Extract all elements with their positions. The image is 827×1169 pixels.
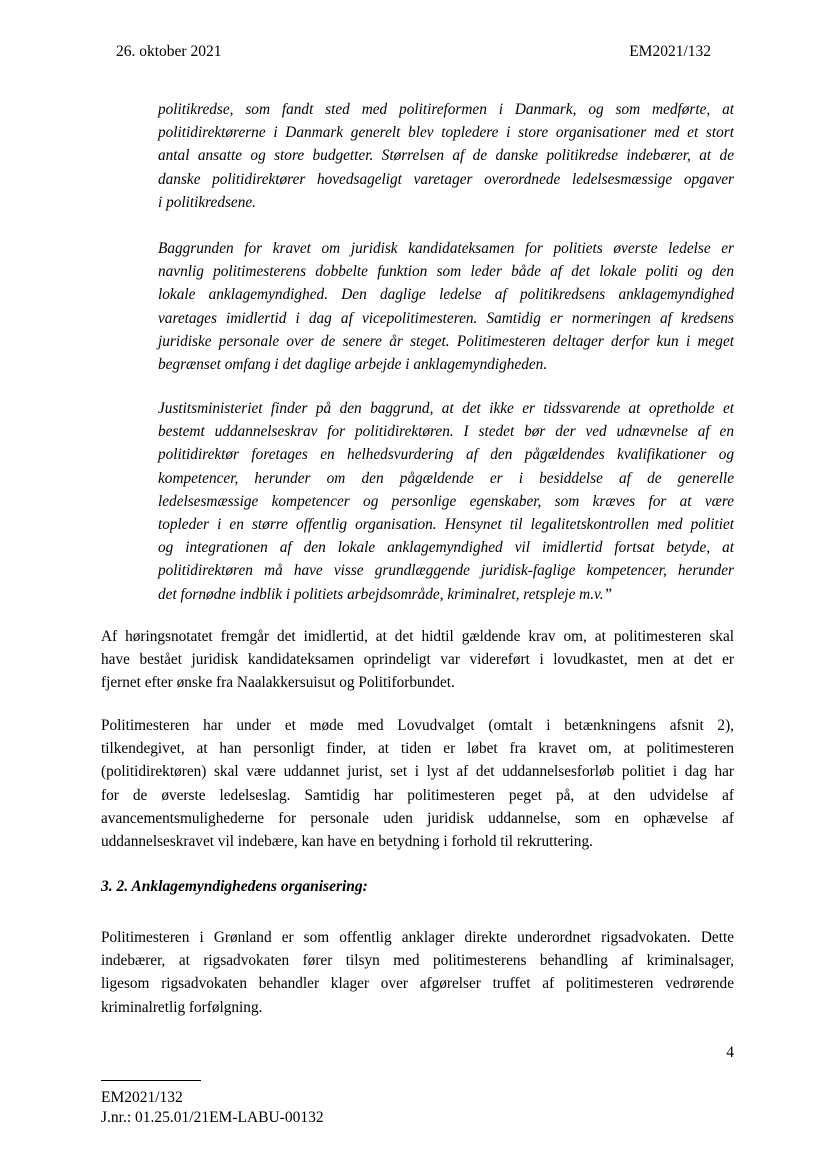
- text-line: Politimesteren har under et møde med Lovudvalget (omtalt i betænkningens afsnit 2),: [101, 717, 734, 734]
- text-line: uddannelseskravet vil indebære, kan have en betydning i forhold til rekruttering.: [101, 833, 593, 851]
- text-line: juridiske personale over de senere år steget. Politimesteren deltager derfor kun i meget: [158, 332, 734, 350]
- quote-paragraph-3: [158, 397, 734, 606]
- footer-journal-number: J.nr.: 01.25.01/21EM-LABU-00132: [101, 1109, 324, 1126]
- header-document-id: EM2021/132: [629, 43, 711, 60]
- text-line: tilkendegivet, at han personligt finder, at tiden er løbet fra kravet om, at politimesteren: [101, 740, 734, 758]
- text-line: i politikredsene.: [158, 193, 256, 211]
- text-line: for de øverste ledelseslag. Samtidig har politimesteren peget på, at den udvidelse af: [101, 786, 734, 804]
- page-number: 4: [726, 1044, 734, 1061]
- text-line: Af høringsnotatet fremgår det imidlertid, at det hidtil gældende krav om, at politimesteren skal: [101, 628, 734, 645]
- body-paragraph-2: [101, 714, 734, 853]
- text-line: det fornødne indblik i politiets arbejdsområde, kriminalret, retspleje m.v.”: [158, 585, 613, 603]
- quote-paragraph-2: [158, 237, 734, 376]
- text-line: indebærer, at rigsadvokaten fører tilsyn med politimesterens behandling af kriminalsager,: [101, 952, 734, 970]
- text-line: fjernet efter ønske fra Naalakkersuisut og Politiforbundet.: [101, 674, 455, 692]
- text-line: Politimesteren i Grønland er som offentlig anklager direkte underordnet rigsadvokaten. Dette: [101, 929, 734, 946]
- text-line: avancementsmulighederne for personale uden juridisk uddannelse, som en ophævelse af: [101, 809, 734, 827]
- text-line: have bestået juridisk kandidateksamen oprindeligt var videreført i lovudkastet, men at det er: [101, 651, 734, 669]
- text-line: antal ansatte og store budgetter. Størrelsen af de danske politikredse indebærer, at de: [158, 147, 734, 165]
- text-line: danske politidirektører hovedsageligt varetager overordnede ledelsesmæssige opgaver: [158, 170, 734, 188]
- text-line: navnlig politimesterens dobbelte funktion som leder både af det lokale politi og den: [158, 263, 734, 281]
- text-line: bestemt uddannelseskrav for politidirektøren. I stedet bør der ved udnævnelse af en: [158, 423, 734, 441]
- text-line: politidirektøren må have visse grundlæggende juridisk-faglige kompetencer, herunder: [158, 562, 734, 580]
- text-line: varetages imidlertid i dag af vicepolitimesteren. Samtidig er normeringen af kredsens: [158, 309, 734, 327]
- text-line: Justitsministeriet finder på den baggrund, at det ikke er tidssvarende at opretholde et: [158, 400, 734, 417]
- text-line: kompetencer, herunder om den pågældende er i besiddelse af de generelle: [158, 469, 734, 487]
- text-line: lokale anklagemyndighed. Den daglige ledelse af politikredsens anklagemyndighed: [158, 286, 734, 304]
- header-date: 26. oktober 2021: [116, 43, 222, 60]
- text-line: ligesom rigsadvokaten behandler klager over afgørelser truffet af politimesteren vedrørende: [101, 975, 734, 993]
- text-line: politikredse, som fandt sted med politireformen i Danmark, og som medførte, at: [158, 101, 734, 118]
- text-line: begrænset omfang i det daglige arbejde i anklagemyndigheden.: [158, 356, 548, 374]
- body-paragraph-3: [101, 926, 734, 1019]
- text-line: (politidirektøren) skal være uddannet jurist, set i lyst af det uddannelsesforløb politiet i dag har: [101, 763, 734, 781]
- quote-paragraph-1: [158, 98, 734, 214]
- footer-divider: [101, 1080, 201, 1081]
- text-line: kriminalretlig forfølgning.: [101, 998, 263, 1016]
- text-line: politidirektørerne i Danmark generelt blev topledere i store organisationer med et stort: [158, 124, 734, 142]
- text-line: ledelsesmæssige kompetencer og personlige egenskaber, som kræves for at være: [158, 492, 734, 510]
- text-line: og integrationen af den lokale anklagemyndighed vil imidlertid fortsat betyde, at: [158, 539, 734, 557]
- footer-document-id: EM2021/132: [101, 1089, 183, 1106]
- text-line: politidirektør foretages en helhedsvurdering af den pågældendes kvalifikationer og: [158, 446, 734, 464]
- text-line: topleder i en større offentlig organisation. Hensynet til legalitetskontrollen med politiet: [158, 516, 734, 534]
- text-line: Baggrunden for kravet om juridisk kandidateksamen for politiets øverste ledelse er: [158, 240, 734, 257]
- body-paragraph-1: [101, 625, 734, 695]
- section-heading: 3. 2. Anklagemyndighedens organisering:: [101, 878, 368, 895]
